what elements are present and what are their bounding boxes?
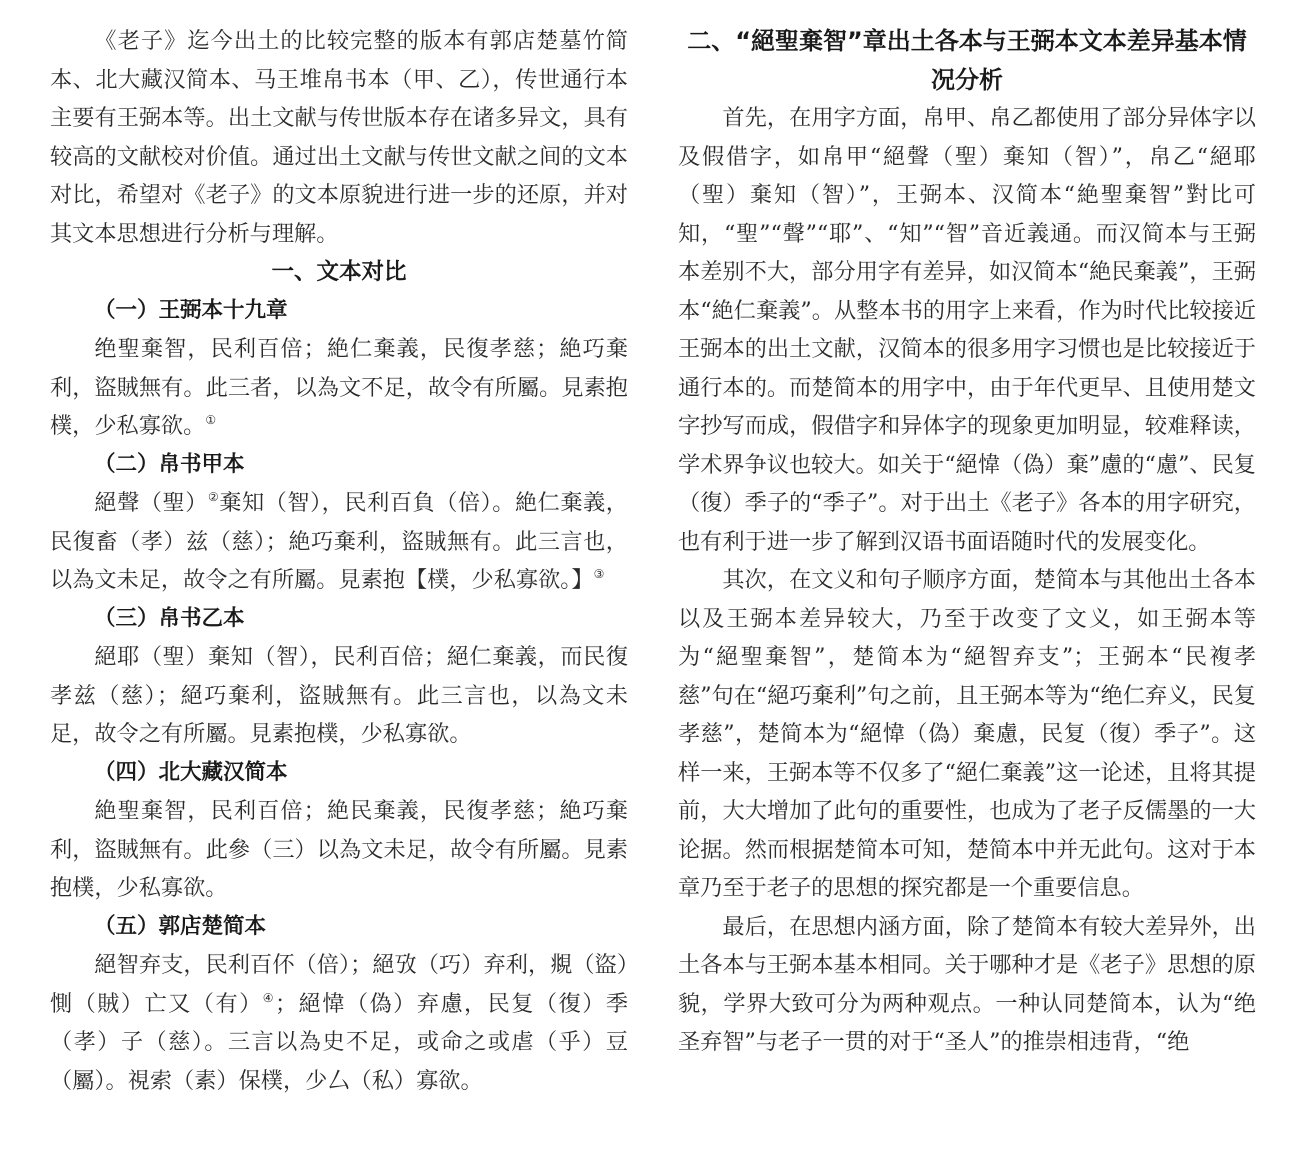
section-heading-differences: 二、“絕聖棄智”章出土各本与王弼本文本差异基本情况分析 xyxy=(687,27,1247,94)
left-column xyxy=(50,22,628,1100)
passage-boshu-jia xyxy=(50,484,628,600)
passage-guodian xyxy=(50,946,628,1100)
passage-boshu-jia-text-a: 絕聲（聖） xyxy=(94,490,208,516)
paragraph-meaning-order: 其次，在文义和句子顺序方面，楚简本与其他出土各本以及王弼本差异较大，乃至于改变了文义，如王弼本等为“絕聖棄智”，楚简本为“絕智弃支”；王弼本“民複孝慈”句在“絕巧棄利”句之前，且王弼本等为“绝仁弃义，民复孝慈”，楚简本为“絕愇（偽）棄慮，民复（復）季子”。这样一来，王弼本等不仅多了“絕仁棄義”这一论述，且将其提前，大大增加了此句的重要性，也成为了老子反儒墨的一大论据。然而根据楚简本可知，楚简本中并无此句。这对于本章乃至于老子的思想的探究都是一个重要信息。 xyxy=(678,567,1256,901)
footnote-marker-3: ③ xyxy=(593,567,605,581)
passage-wangbi-text: 绝聖棄智，民利百倍；絶仁棄義，民復孝慈；絶巧棄利，盜賊無有。此三者，以為文不足，故令有所屬。見素抱樸，少私寡欲。 xyxy=(50,336,628,439)
paragraph-thought: 最后，在思想内涵方面，除了楚简本有较大差异外，出土各本与王弼本基本相同。关于哪种才是《老子》思想的原貌，学界大致可分为两种观点。一种认同楚简本，认为“绝圣弃智”与老子一贯的对于“圣人”的推崇相违背，“绝 xyxy=(678,913,1256,1055)
passage-boshu-yi: 絕耶（聖）棄知（智），民利百倍；絕仁棄義，而民復孝兹（慈）；絕巧棄利，盜賊無有。此三言也，以為文未足，故令之有所屬。見素抱樸，少私寡欲。 xyxy=(50,644,628,747)
footnote-marker-2: ② xyxy=(207,490,220,504)
subheading-boshu-yi: （三）帛书乙本 xyxy=(94,605,245,631)
subheading-guodian: （五）郭店楚简本 xyxy=(94,913,267,939)
passage-guodian-text-a: 絕智弃支，民利百伓（倍）；絕攷（巧）弃利，覜（盜）惻（賊）亡又（有） xyxy=(50,952,628,1017)
subheading-boshu-jia: （二）帛书甲本 xyxy=(94,451,245,477)
passage-boshu-jia-text-b: 棄知（智），民利百負（倍）。絶仁棄義，民復畜（孝）兹（慈）；絶巧棄利，盜賊無有。此三言也，以為文未足，故令之有所屬。見素抱【樸，少私寡欲。】 xyxy=(50,490,628,593)
footnote-marker-1: ① xyxy=(205,413,217,427)
passage-wangbi xyxy=(50,330,628,446)
right-column xyxy=(678,22,1256,1062)
footnote-marker-4: ④ xyxy=(262,990,275,1005)
subheading-beida-hanjian: （四）北大藏汉简本 xyxy=(94,759,288,785)
paragraph-character-usage: 首先，在用字方面，帛甲、帛乙都使用了部分异体字以及假借字，如帛甲“絕聲（聖）棄知（智）”，帛乙“絕耶（聖）棄知（智）”，王弼本、汉简本“絶聖棄智”對比可知，“聖”“聲”“耶”、“知”“智”音近義通。而汉简本与王弼本差别不大，部分用字有差异，如汉简本“絶民棄義”，王弼本“絶仁棄義”。从整本书的用字上来看，作为时代比较接近王弼本的出土文献，汉简本的很多用字习惯也是比较接近于通行本的。而楚简本的用字中，由于年代更早、且使用楚文字抄写而成，假借字和异体字的现象更加明显，较难释读，学术界争议也较大。如关于“絕愇（偽）棄”慮的“慮”、民复（復）季子的“季子”。对于出土《老子》各本的用字研究，也有利于进一步了解到汉语书面语随时代的发展变化。 xyxy=(678,105,1256,555)
section-heading-text-comparison: 一、文本对比 xyxy=(271,259,407,285)
intro-paragraph: 《老子》迄今出土的比较完整的版本有郭店楚墓竹简本、北大藏汉简本、马王堆帛书本（甲、乙），传世通行本主要有王弼本等。出土文献与传世版本存在诸多异文，具有较高的文献校对价值。通过出土文献与传世文献之间的文本对比，希望对《老子》的文本原貌进行进一步的还原，并对其文本思想进行分析与理解。 xyxy=(50,28,628,247)
subheading-wangbi: （一）王弼本十九章 xyxy=(94,297,288,323)
passage-guodian-text-b: ；絕愇（偽）弃慮，民复（復）季（孝）子（慈）。三言以為史不足，或命之或虐（乎）豆（屬）。視索（素）保樸，少厶（私）寡欲。 xyxy=(50,990,629,1094)
passage-beida-hanjian: 絶聖棄智，民利百倍；絶民棄義，民復孝慈；絶巧棄利，盜賊無有。此參（三）以為文未足，故令有所屬。見素抱樸，少私寡欲。 xyxy=(50,798,628,901)
